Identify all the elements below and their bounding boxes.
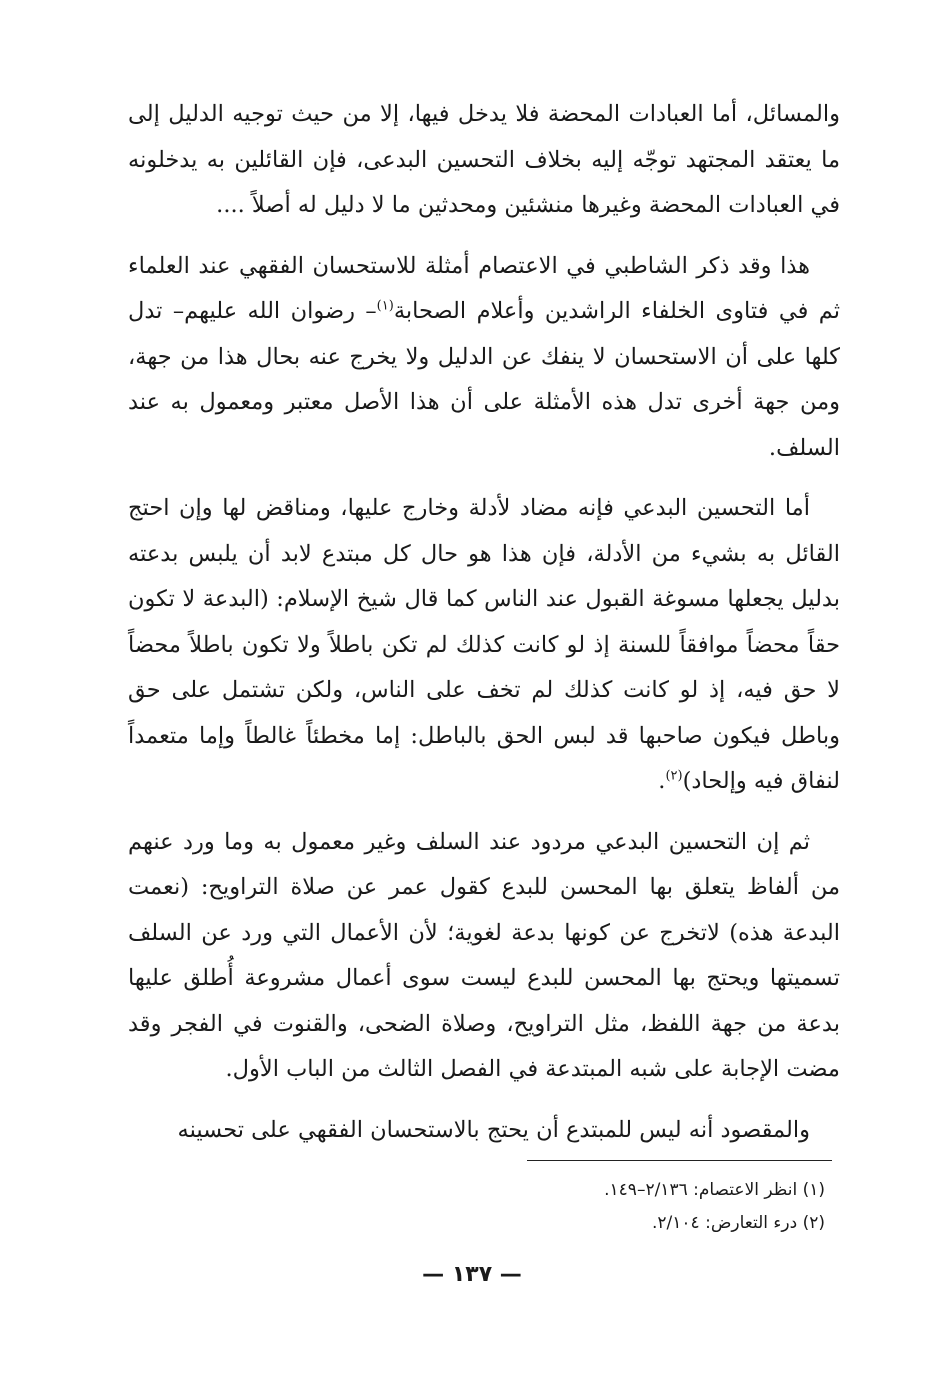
paragraph-1-text: والمسائل، أما العبادات المحضة فلا يدخل فيها، إلا من حيث توجيه الدليل إلى ما يعتقد المجتهد توجّه إليه بخلاف التحسين البدعى، فإن القائلين به يدخلونه في العبادات المحضة وغيرها منشئين ومحدثين ما لا دليل له أصلاً ....: [128, 101, 840, 218]
paragraph-2: [128, 244, 840, 472]
paragraph-3: [128, 486, 840, 805]
paragraph-5: [128, 1108, 840, 1154]
paragraph-5-text: والمقصود أنه ليس للمبتدع أن يحتج بالاستحسان الفقهي على تحسينه: [177, 1116, 810, 1143]
paragraph-2-text-b: – رضوان الله عليهم– تدل كلها على أن الاستحسان لا ينفك عن الدليل ولا يخرج عنه بحال هذا من جهة، ومن جهة أخرى تدل هذه الأمثلة على أن هذا الأصل معتبر ومعمول به عند السلف.: [128, 298, 840, 461]
page-number: — ١٣٧ —: [422, 1262, 522, 1287]
paragraph-4-text: ثم إن التحسين البدعي مردود عند السلف وغير معمول به وما ورد عنهم من ألفاظ يتعلق بها المحسن للبدع كقول عمر عن صلاة التراويح: (نعمت البدعة هذه) لاتخرج عن كونها بدعة لغوية؛ لأن الأعمال التي ورد عن السلف تسميتها ويحتج بها المحسن للبدع ليست سوى أعمال مشروعة أُطلق عليها بدعة من جهة اللفظ، مثل التراويح، وصلاة الضحى، والقنوت في الفجر وقد مضت الإجابة على شبه المبتدعة في الفصل الثالث من الباب الأول.: [128, 828, 840, 1082]
paragraph-2-text-a: هذا وقد ذكر الشاطبي في الاعتصام أمثلة للاستحسان الفقهي عند العلماء ثم في فتاوى الخلفاء الراشدين وأعلام الصحابة: [128, 252, 840, 324]
paragraph-3-text: أما التحسين البدعي فإنه مضاد لأدلة وخارج عليها، ومناقض لها وإن احتج القائل به بشيء من الأدلة، فإن هذا هو حال كل مبتدع لابد أن يلبس بدعته بدليل يجعلها مسوغة القبول عند الناس كما قال شيخ الإسلام: (البدعة لا تكون حقاً محضاً موافقاً للسنة إذ لو كانت كذلك لم تكن باطلاً ولا تكون باطلاً محضاً لا حق فيه، إذ لو كانت كذلك لم تخف على الناس، ولكن تشتمل على حق وباطل فيكون صاحبها قد لبس الحق بالباطل: إما مخطئاً غالطاً وإما متعمداً لنفاق فيه وإلحاد): [128, 495, 840, 794]
footnote-mark-1[interactable]: (١): [376, 298, 394, 314]
footnote-mark-2[interactable]: (٢): [665, 768, 683, 784]
paragraph-3-end: .: [658, 768, 666, 794]
footnote-2: (٢) درء التعارض: ٢/١٠٤.: [652, 1213, 825, 1233]
paragraph-1: [128, 92, 840, 229]
paragraph-4: [128, 820, 840, 1093]
footnotes: [400, 1174, 825, 1240]
footnote-divider: [527, 1160, 832, 1161]
page-body: [128, 92, 840, 1153]
footnote-1: (١) انظر الاعتصام: ٢/١٣٦–١٤٩.: [604, 1180, 825, 1200]
